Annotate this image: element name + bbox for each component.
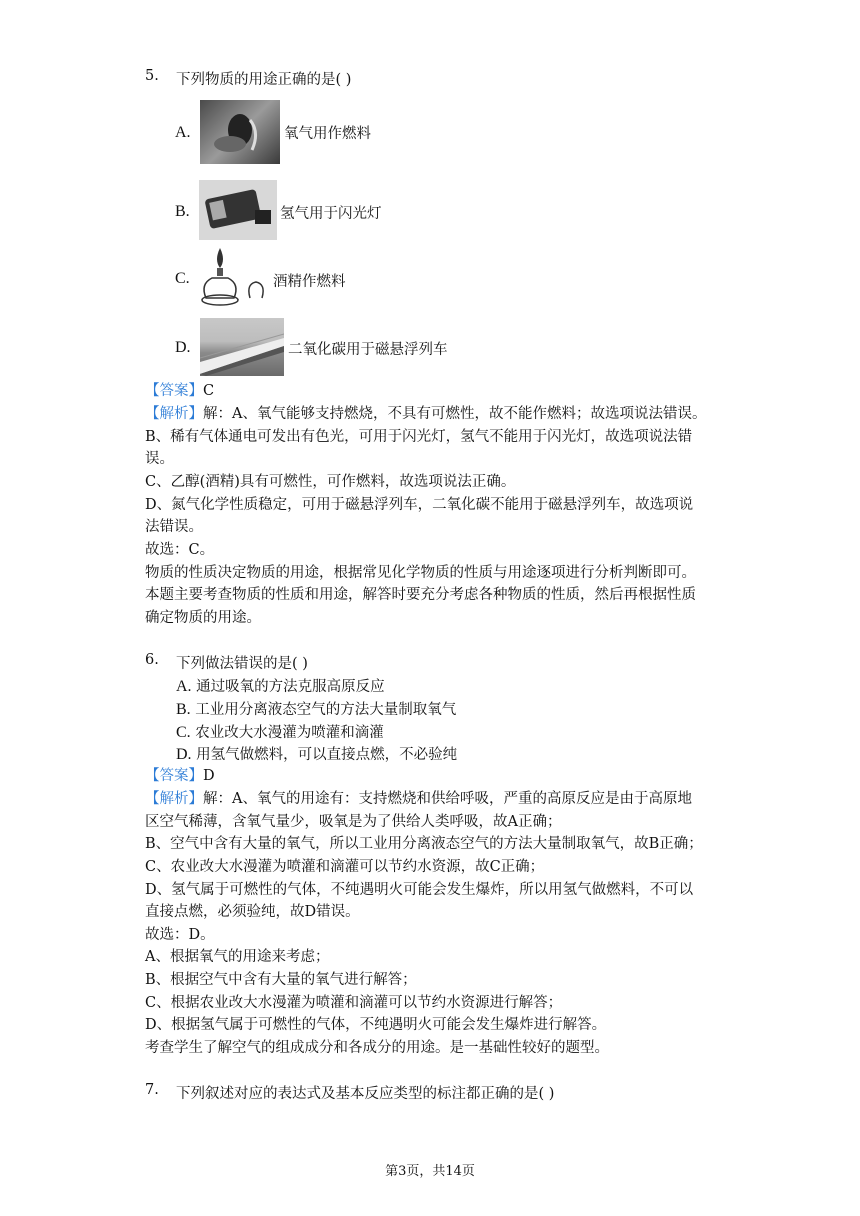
q5-analysis-line-2: B、稀有气体通电可发出有色光，可用于闪光灯，氢气不能用于闪光灯，故选项说法错	[145, 429, 693, 445]
q5-option-d-text: 二氧化碳用于磁悬浮列车	[288, 342, 448, 358]
q6-option-a	[176, 675, 385, 696]
alcohol-lamp-icon	[196, 244, 272, 310]
q5-analysis-line-8: 物质的性质决定物质的用途，根据常见化学物质的性质与用途逐项进行分析判断即可。	[145, 565, 696, 581]
q6-analysis-line-2: 区空气稀薄，含氧气量少，吸氧是为了供给人类呼吸，故A正确；	[145, 814, 562, 830]
q5-option-d-letter: D.	[175, 339, 191, 356]
q5-option-a-text: 氧气用作燃料	[284, 126, 371, 142]
q6-answer: D	[203, 768, 215, 784]
q5-answer-line	[145, 380, 214, 402]
analysis-text: 解：A、氧气能够支持燃烧，不具有可燃性，故不能作燃料；故选项说法错误。	[203, 406, 707, 422]
analysis-tag: 【解析】	[145, 406, 203, 422]
q6-analysis-line-12: 考查学生了解空气的组成成分和各成分的用途。是一基础性较好的题型。	[145, 1040, 609, 1056]
flash-photo	[199, 180, 277, 240]
q6-analysis-line-5: D、氢气属于可燃性的气体，不纯遇明火可能会发生爆炸，所以用氢气做燃料，不可以	[145, 882, 694, 898]
q6-stem: 下列做法错误的是( )	[176, 656, 308, 672]
q5-stem: 下列物质的用途正确的是( )	[176, 72, 352, 88]
option-letter: A.	[176, 678, 192, 695]
q6-analysis-line-4: C、农业改大水漫灌为喷灌和滴灌可以节约水资源，故C正确；	[145, 859, 545, 875]
q5-option-c-text: 酒精作燃料	[273, 274, 346, 290]
q5-option-b-letter: B.	[175, 203, 190, 220]
q5-analysis-line-4: C、乙醇(酒精)具有可燃性，可作燃料，故选项说法正确。	[145, 474, 516, 490]
option-text: 用氢气做燃料，可以直接点燃，不必验纯	[196, 747, 458, 763]
q6-analysis-line-6: 直接点燃，必须验纯，故D错误。	[145, 904, 360, 920]
q6-analysis-line-10: C、根据农业改大水漫灌为喷灌和滴灌可以节约水资源进行解答；	[145, 995, 563, 1011]
option-letter: D.	[176, 746, 192, 763]
answer-tag: 【答案】	[145, 383, 203, 399]
q6-option-c	[176, 721, 384, 742]
q5-number: 5.	[145, 68, 159, 84]
q5-analysis-line-10: 确定物质的用途。	[145, 610, 261, 626]
q5-analysis-line-7: 故选：C。	[145, 542, 215, 558]
flame-icon	[200, 100, 280, 164]
option-text: 工业用分离液态空气的方法大量制取氧气	[195, 702, 457, 718]
maglev-train-photo	[200, 318, 284, 376]
option-letter: B.	[176, 701, 191, 718]
q7-stem: 下列叙述对应的表达式及基本反应类型的标注都正确的是( )	[176, 1086, 555, 1102]
train-icon	[200, 318, 284, 376]
option-letter: C.	[176, 724, 191, 741]
q5-answer: C	[203, 383, 215, 399]
alcohol-lamp-image	[196, 244, 272, 310]
q5-option-c-letter: C.	[175, 270, 190, 287]
q6-option-d	[176, 743, 457, 764]
q6-analysis-line-7: 故选：D。	[145, 927, 215, 943]
q6-analysis-line-8: A、根据氧气的用途来考虑；	[145, 949, 330, 965]
q5-analysis-line-1	[145, 403, 706, 425]
q6-analysis-line-11: D、根据氢气属于可燃性的气体，不纯遇明火可能会发生爆炸进行解答。	[145, 1017, 607, 1033]
q6-analysis-line-1	[145, 788, 692, 810]
option-text: 农业改大水漫灌为喷灌和滴灌	[195, 725, 384, 741]
q6-analysis-line-9: B、根据空气中含有大量的氧气进行解答；	[145, 972, 417, 988]
q6-option-b	[176, 698, 456, 719]
q5-option-b-text: 氢气用于闪光灯	[280, 206, 382, 222]
analysis-text: 解：A、氧气的用途有：支持燃烧和供给呼吸，严重的高原反应是由于高原地	[203, 791, 692, 807]
q5-analysis-line-3: 误。	[145, 451, 174, 467]
option-text: 通过吸氧的方法克服高原反应	[196, 679, 385, 695]
q5-analysis-line-9: 本题主要考查物质的性质和用途，解答时要充分考虑各种物质的性质，然后再根据性质	[145, 587, 696, 603]
q6-number: 6.	[145, 652, 159, 668]
q6-answer-line	[145, 765, 215, 787]
q5-analysis-line-6: 法错误。	[145, 519, 203, 535]
q7-number: 7.	[145, 1082, 159, 1098]
q5-option-a-letter: A.	[175, 124, 191, 141]
page-footer: 第3页，共14页	[385, 1164, 475, 1179]
q6-analysis-line-3: B、空气中含有大量的氧气，所以工业用分离液态空气的方法大量制取氧气，故B正确；	[145, 836, 703, 852]
answer-tag: 【答案】	[145, 768, 203, 784]
fire-photo	[200, 100, 280, 164]
flash-unit-icon	[199, 180, 277, 240]
q5-analysis-line-5: D、氮气化学性质稳定，可用于磁悬浮列车，二氧化碳不能用于磁悬浮列车，故选项说	[145, 497, 694, 513]
analysis-tag: 【解析】	[145, 791, 203, 807]
